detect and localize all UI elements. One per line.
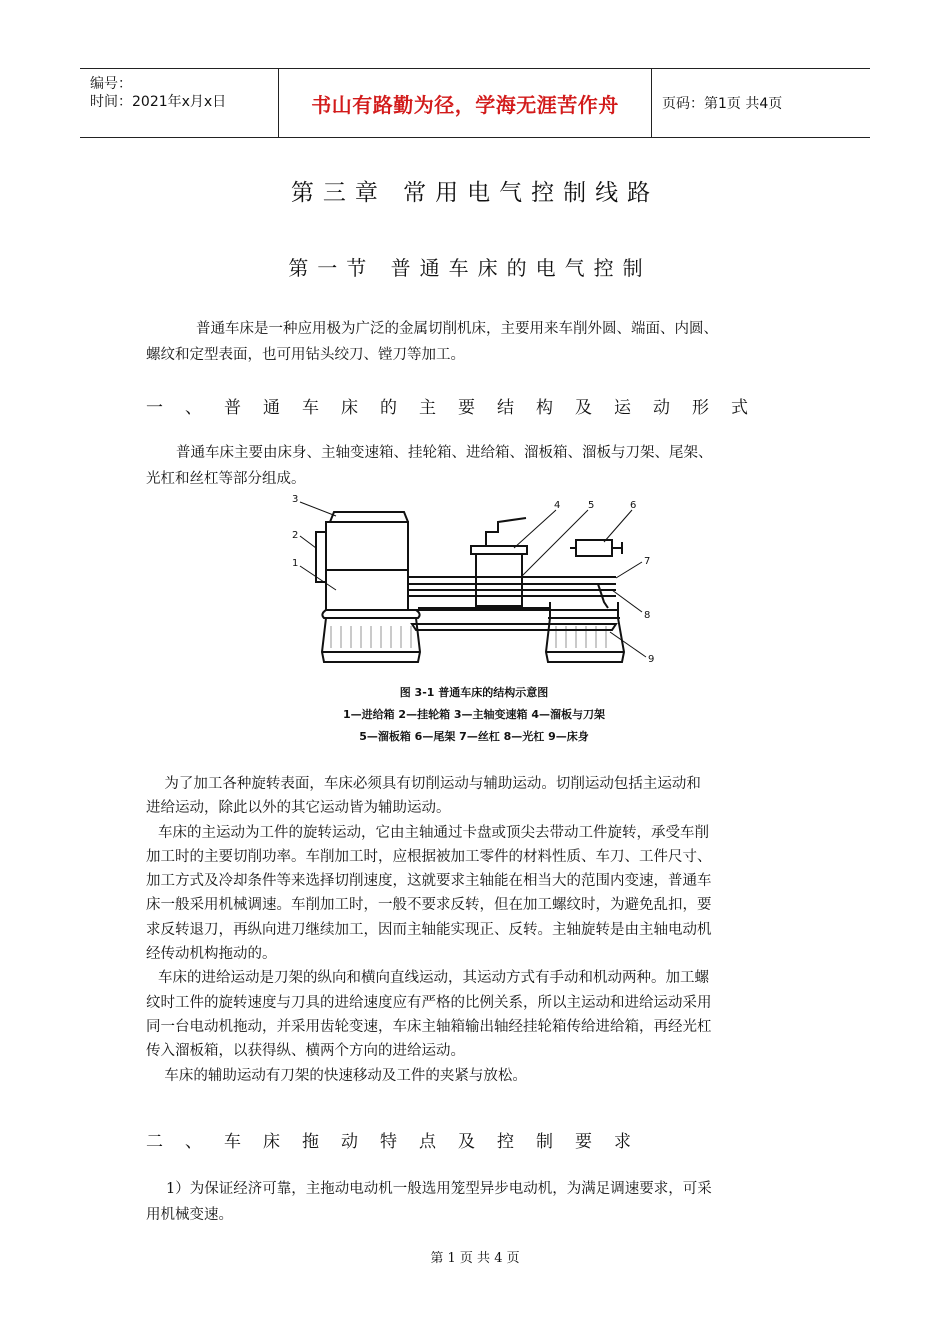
text-line: 螺纹和定型表面，也可用钻头绞刀、镗刀等加工。 (146, 347, 465, 363)
text-line: 进给运动，除此以外的其它运动皆为辅助运动。 (146, 800, 451, 817)
text-line: 普通车床主要由床身、主轴变速箱、挂轮箱、进给箱、溜板箱、溜板与刀架、尾架、 (176, 445, 713, 461)
part-number: 9 (648, 654, 655, 665)
heading-structure: 一、普通车床的主要结构及运动形式 (146, 398, 770, 418)
figure-caption-line: 5—溜板箱 6—尾架 7—丝杠 8—光杠 9—床身 (359, 730, 589, 743)
headstock-lid (330, 512, 408, 522)
time-label: 时间：2021年x月x日 (90, 94, 227, 110)
document-header (80, 68, 870, 138)
text-line: 车床的辅助运动有刀架的快速移动及工件的夹紧与放松。 (146, 1067, 527, 1084)
apron-box (476, 554, 522, 606)
motto: 书山有路勤为径，学海无涯苦作舟 (279, 69, 652, 137)
text-line: 加工方式及冷却条件等来选择切削速度，这就要求主轴能在相当大的范围内变速，普通车 (146, 873, 712, 890)
tailstock (576, 540, 612, 556)
number-label: 编号： (90, 76, 132, 92)
section-title: 第一节 普通车床的电气控制 (288, 256, 652, 280)
text-line: 车床的主运动为工件的旋转运动，它由主轴通过卡盘或顶尖去带动工件旋转，承受车削 (158, 824, 709, 841)
text-line: 求反转退刀，再纵向进刀继续加工，因而主轴能实现正、反转。主轴旋转是由主轴电动机 (146, 921, 712, 938)
intro-paragraph (146, 316, 808, 368)
text-line: 加工时的主要切削功率。车削加工时，应根据被加工零件的材料性质、车刀、工件尺寸、 (146, 848, 712, 865)
tool-post (486, 518, 526, 546)
part-number: 7 (644, 556, 651, 567)
text-line: 1）为保证经济可靠，主拖动电动机一般选用笼型异步电动机，为满足调速要求，可采 (166, 1181, 712, 1197)
item-1-paragraph (146, 1176, 808, 1228)
part-number: 8 (644, 610, 651, 621)
text-line: 车床的进给运动是刀架的纵向和横向直线运动，其运动方式有手动和机动两种。加工螺 (158, 970, 709, 987)
part-number: 3 (292, 494, 299, 505)
text-line: 纹时工件的旋转速度与刀具的进给速度应有严格的比例关系，所以主运动和进给运动采用 (146, 994, 712, 1011)
part-number: 6 (630, 500, 637, 511)
page-code: 页码：第1页 共4页 (662, 96, 783, 112)
lathe-structure-diagram (286, 492, 662, 742)
motion-paragraphs (146, 772, 808, 1088)
figure-caption-line: 1—进给箱 2—挂轮箱 3—主轴变速箱 4—溜板与刀架 (342, 708, 606, 721)
text-line: 普通车床是一种应用极为广泛的金属切削机床，主要用来车削外圆、端面、内圆、 (196, 321, 718, 337)
figure-caption-title: 图 3-1 普通车床的结构示意图 (399, 686, 549, 699)
text-line: 同一台电动机拖动，并采用齿轮变速，车床主轴箱输出轴经挂轮箱传给进给箱，再经光杠 (146, 1018, 712, 1035)
text-line: 传入溜板箱，以获得纵、横两个方向的进给运动。 (146, 1043, 465, 1060)
chapter-title: 第三章 常用电气控制线路 (290, 180, 660, 206)
heading-drive-features: 二、车床拖动特点及控制要求 (146, 1132, 653, 1152)
text-line: 床一般采用机械调速。车削加工时，一般不要求反转，但在加工螺纹时，为避免乱扣，要 (146, 897, 712, 914)
text-line: 用机械变速。 (146, 1207, 233, 1223)
part-number: 4 (554, 500, 561, 511)
part-number: 5 (588, 500, 595, 511)
chip-tray (412, 624, 616, 630)
gear-box (316, 532, 326, 582)
text-line: 经传动机构拖动的。 (146, 946, 277, 963)
page-footer: 第 1 页 共 4 页 (430, 1251, 520, 1266)
text-line: 为了加工各种旋转表面，车床必须具有切削运动与辅助运动。切削运动包括主运动和 (146, 776, 701, 792)
header-info-cell (80, 69, 279, 137)
headstock-box (326, 522, 408, 610)
text-line: 光杠和丝杠等部分组成。 (146, 471, 306, 487)
structure-paragraph (146, 440, 808, 492)
part-number: 2 (292, 530, 299, 541)
part-number: 1 (292, 558, 299, 569)
